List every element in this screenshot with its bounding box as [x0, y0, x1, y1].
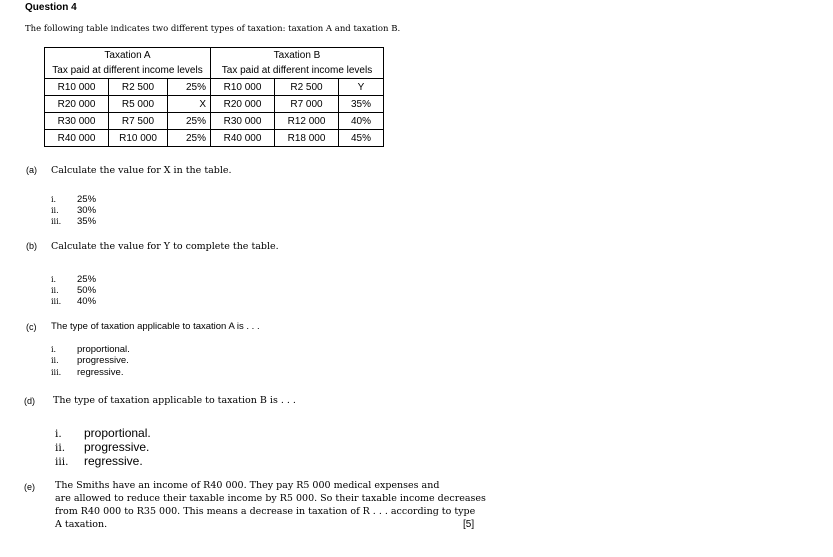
marks-total: [5]: [463, 519, 475, 530]
option-number: iii.: [51, 368, 62, 377]
subheader-taxation-a: Tax paid at different income levels: [45, 63, 211, 79]
table-cell: R18 000: [275, 130, 339, 147]
table-cell: R20 000: [211, 96, 275, 113]
option-text: regressive.: [77, 367, 124, 378]
option-text: 40%: [77, 296, 97, 307]
option-number: ii.: [51, 206, 59, 215]
option-number: i.: [51, 345, 57, 354]
option-text: progressive.: [77, 355, 129, 366]
question-title: Question 4: [25, 2, 77, 13]
option-text: 50%: [77, 285, 97, 296]
question-d-label: (d): [24, 396, 35, 406]
option-text: 30%: [77, 205, 97, 216]
option-number: i.: [51, 275, 57, 284]
option-text: regressive.: [84, 454, 143, 468]
table-cell: R40 000: [45, 130, 109, 147]
table-cell: R30 000: [45, 113, 109, 130]
question-c-label: (c): [26, 322, 37, 332]
table-cell: R10 000: [109, 130, 168, 147]
question-e-label: (e): [24, 482, 35, 492]
option-number: iii.: [51, 217, 62, 226]
option-number: ii.: [55, 442, 66, 454]
option-number: i.: [55, 428, 62, 440]
table-cell: R20 000: [45, 96, 109, 113]
table-cell: R7 000: [275, 96, 339, 113]
option-text: 25%: [77, 194, 97, 205]
option-text: 35%: [77, 216, 97, 227]
option-number: ii.: [51, 286, 59, 295]
table-cell: R30 000: [211, 113, 275, 130]
table-row: [45, 79, 384, 96]
table-cell: 25%: [168, 130, 211, 147]
table-row: [45, 130, 384, 147]
option-text: 25%: [77, 274, 97, 285]
option-text: proportional.: [77, 344, 130, 355]
table-cell: R10 000: [211, 79, 275, 96]
question-c-text: The type of taxation applicable to taxation A is . . .: [51, 321, 260, 332]
table-cell: R7 500: [109, 113, 168, 130]
subheader-taxation-b: Tax paid at different income levels: [211, 63, 384, 79]
table-cell: X: [168, 96, 211, 113]
table-cell: 25%: [168, 79, 211, 96]
question-b-label: (b): [26, 241, 37, 251]
table-cell: 45%: [339, 130, 384, 147]
table-cell: R2 500: [275, 79, 339, 96]
table-row: [45, 96, 384, 113]
question-a-label: (a): [26, 165, 37, 175]
option-number: ii.: [51, 356, 59, 365]
question-e-line: are allowed to reduce their taxable income by R5 000. So their taxable income decreases: [55, 493, 486, 504]
table-cell: 35%: [339, 96, 384, 113]
question-e-line: from R40 000 to R35 000. This means a decrease in taxation of R . . . according to type: [55, 506, 476, 517]
question-a-text: Calculate the value for X in the table.: [51, 165, 232, 176]
table-cell: 25%: [168, 113, 211, 130]
table-cell: 40%: [339, 113, 384, 130]
option-number: iii.: [51, 297, 62, 306]
question-e-line: A taxation.: [55, 519, 108, 530]
option-text: progressive.: [84, 440, 150, 454]
taxation-table: [44, 47, 384, 147]
table-row: [45, 113, 384, 130]
intro-text: The following table indicates two different types of taxation: taxation A and taxation B.: [25, 24, 401, 34]
table-cell: Y: [339, 79, 384, 96]
table-cell: R5 000: [109, 96, 168, 113]
option-number: iii.: [55, 456, 69, 468]
table-cell: R2 500: [109, 79, 168, 96]
table-cell: R40 000: [211, 130, 275, 147]
table-cell: R10 000: [45, 79, 109, 96]
question-d-text: The type of taxation applicable to taxation B is . . .: [53, 395, 296, 406]
header-taxation-b: Taxation B: [211, 48, 384, 64]
option-number: i.: [51, 195, 57, 204]
question-b-text: Calculate the value for Y to complete the table.: [51, 241, 279, 252]
header-taxation-a: Taxation A: [45, 48, 211, 64]
question-e-line: The Smiths have an income of R40 000. They pay R5 000 medical expenses and: [55, 480, 440, 491]
table-cell: R12 000: [275, 113, 339, 130]
option-text: proportional.: [84, 426, 151, 440]
